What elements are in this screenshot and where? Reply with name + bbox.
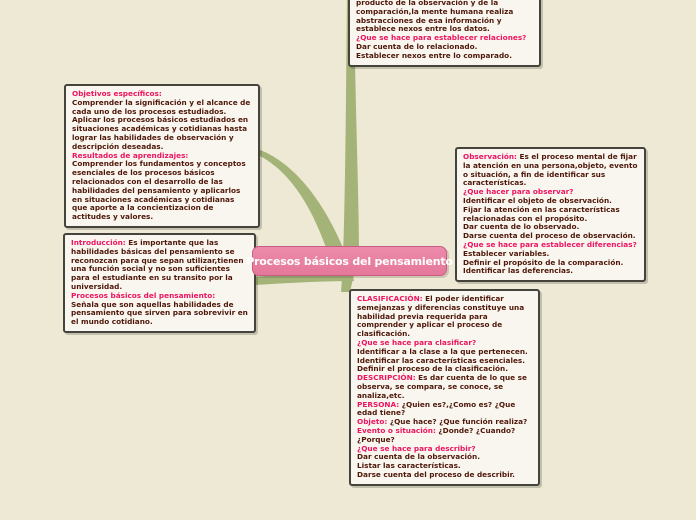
topic-body-text: Identificar el objeto de observación. [463, 195, 612, 205]
topic-body-text: Fijar la atención en las características relacionadas con el propósito. [463, 204, 620, 223]
topic-body-text: Señala que son aquellas habilidades de pensamiento que sirven para sobrevivir en el mundo cotidiano. [71, 299, 248, 327]
topic-body-text: Establecer variables. [463, 248, 550, 258]
topic-heading-text: ¿Que hacer para observar? [463, 187, 574, 197]
topic-heading-text: DESCRIPCIÓN: [357, 373, 416, 383]
topic-box-objetivos[interactable] [64, 84, 260, 228]
topic-body-text: Identificar a la clase a la que pertenecen. [357, 346, 528, 356]
topic-box-clasificacion[interactable] [349, 289, 540, 486]
topic-body-text: Es el proceso mental de fijar la atención en una persona,objeto, evento o situación, a fin de identificar sus características. [463, 152, 638, 188]
topic-body-text: Definir el propósito de la comparación. [463, 257, 624, 267]
topic-body-text: Aplicar los procesos básicos estudiados en situaciones académicas y cotidianas hasta lograr las habilidades de observación y descripción deseadas. [72, 115, 249, 151]
topic-heading-text: Procesos básicos del pensamiento: [71, 290, 216, 300]
topic-body-text: El poder identificar semejanzas y diferencias constituye una habilidad previa requerida para comprender y aplicar el proceso de clasificación. [357, 294, 525, 339]
topic-body-text: Comprender los fundamentos y conceptos esenciales de los procesos básicos relacionados con el desarrollo de las habilidades del pensamiento y aplicarlos en situaciones académicas y cotidianas que aporte a la concientizacion de actitudes y valores. [72, 159, 246, 222]
central-topic-label: Procesos básicos del pensamiento [246, 254, 453, 268]
topic-body-text: Comprender la significación y el alcance de cada uno de los procesos estudiados. [72, 97, 251, 116]
topic-body-text: ¿Que hace? ¿Que función realiza? [387, 417, 528, 427]
topic-body-text: ¿Quien es?,¿Como es? ¿Que edad tiene? [357, 399, 516, 418]
topic-body-text: Definir el proceso de la clasificación. [357, 364, 508, 374]
topic-heading-text: Objeto: [357, 417, 388, 427]
topic-heading-text: ¿Que se hace para describir? [357, 443, 476, 453]
topic-heading-text: ¿Que se hace para clasificar? [357, 337, 477, 347]
topic-body-text: Dar cuenta de lo relacionado. [356, 41, 478, 51]
topic-heading-text: Introducción: [71, 238, 126, 247]
topic-heading-text: ¿Que se hace para establecer relaciones? [356, 33, 527, 43]
topic-heading-text: CLASIFICACIÓN: [357, 294, 423, 303]
topic-body-text: producto de la observación y de la comparación,la mente humana realiza abstracciones de esa información y establece nexos entre los datos. [356, 0, 514, 34]
topic-box-observacion[interactable] [455, 147, 646, 282]
topic-heading-text: ¿Que se hace para establecer diferencias? [463, 239, 637, 249]
topic-body-text: Identificar las características esenciales. [357, 355, 526, 365]
topic-box-introduccion[interactable] [63, 233, 256, 333]
topic-body-text: Identificar las deferencias. [463, 266, 574, 276]
topic-box-relaciones[interactable] [348, 0, 541, 67]
topic-body-text: Es dar cuenta de lo que se observa, se compara, se conoce, se analiza,etc. [357, 373, 527, 400]
topic-body-text: Darse cuenta del proceso de describir. [357, 469, 515, 479]
topic-body-text: ¿Donde? ¿Cuando? ¿Porque? [357, 425, 516, 444]
topic-body-text: Listar las características. [357, 461, 461, 471]
topic-body-text: Dar cuenta de lo observado. [463, 222, 580, 232]
topic-body-text: Es importante que las habilidades básicas del pensamiento se reconozcan para que sepan utilizar,tienen una función social y no son suficientes para el estudiante en su transito por la universidad. [71, 238, 244, 291]
topic-body-text: Dar cuenta de la observación. [357, 452, 481, 462]
topic-heading-text: Evento o situación: [357, 425, 436, 435]
topic-heading-text: PERSONA: [357, 399, 400, 409]
topic-body-text: Darse cuenta del proceso de observación. [463, 231, 636, 241]
topic-body-text: Establecer nexos entre lo comparado. [356, 50, 512, 60]
topic-heading-text: Objetivos específicos: [72, 89, 162, 98]
topic-heading-text: Observación: [463, 152, 517, 161]
central-topic-node[interactable] [246, 246, 453, 276]
topic-heading-text: Resultados de aprendizajes: [72, 150, 189, 160]
